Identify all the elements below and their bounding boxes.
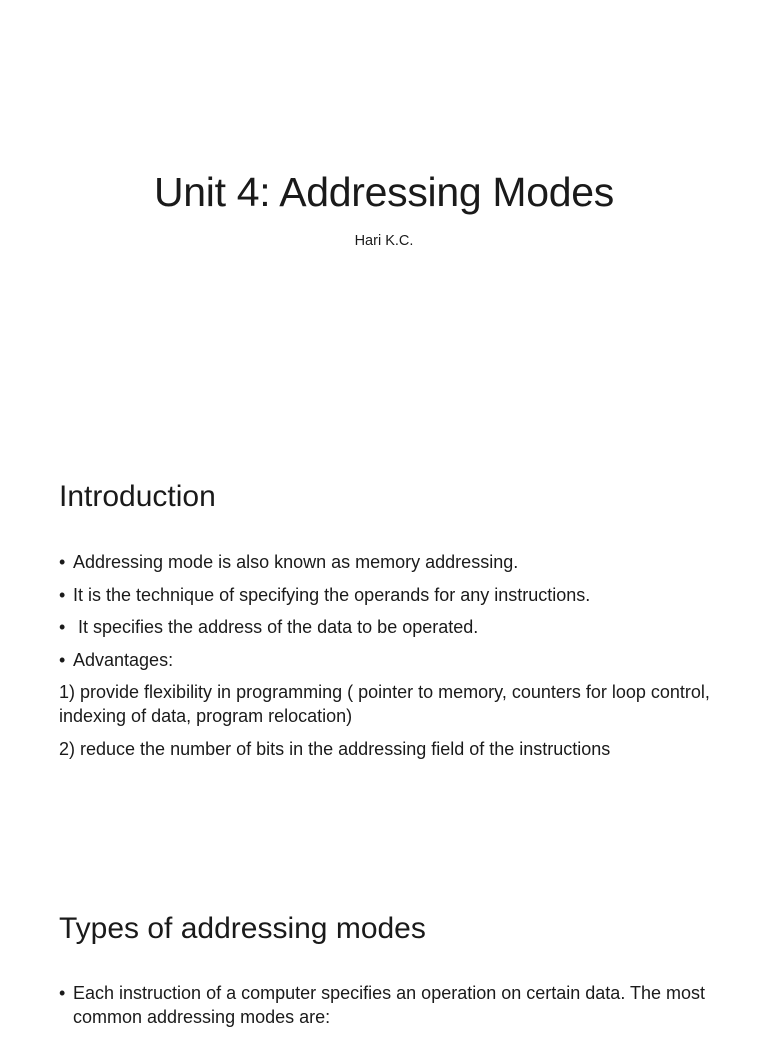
bullet-marker: • [59, 649, 66, 670]
numbered-item: 1) provide flexibility in programming ( pointer to memory, counters for loop control, indexing of data, program relocation) [59, 682, 710, 726]
bullet-marker: • [59, 617, 66, 637]
list-item-text: Advantages: [73, 649, 174, 670]
bullet-marker: • [59, 552, 66, 572]
presentation-title: Unit 4: Addressing Modes [154, 169, 614, 215]
list-item [59, 981, 719, 1029]
list-item [59, 550, 719, 574]
list-item-text: It is the technique of specifying the operands for any instructions. [73, 584, 591, 605]
list-item-text: It specifies the address of the data to be operated. [73, 617, 479, 637]
list-item [59, 615, 719, 639]
numbered-item: 2) reduce the number of bits in the addressing field of the instructions [59, 738, 611, 759]
list-item [59, 648, 719, 672]
bullet-list [59, 981, 719, 1038]
slide-heading: Introduction [59, 480, 216, 513]
list-item [59, 583, 719, 607]
list-item-text: Each instruction of a computer specifies an operation on certain data. The most common addressing modes are: [73, 983, 706, 1027]
author-name: Hari K.C. [354, 233, 414, 249]
introduction-slide [0, 432, 768, 864]
title-slide [0, 0, 768, 432]
bullet-marker: • [59, 584, 66, 605]
list-item-text: Addressing mode is also known as memory addressing. [73, 552, 519, 572]
bullet-marker: • [59, 983, 66, 1003]
types-slide [0, 864, 768, 1027]
slide-heading: Types of addressing modes [59, 912, 426, 945]
bullet-list [59, 550, 719, 769]
